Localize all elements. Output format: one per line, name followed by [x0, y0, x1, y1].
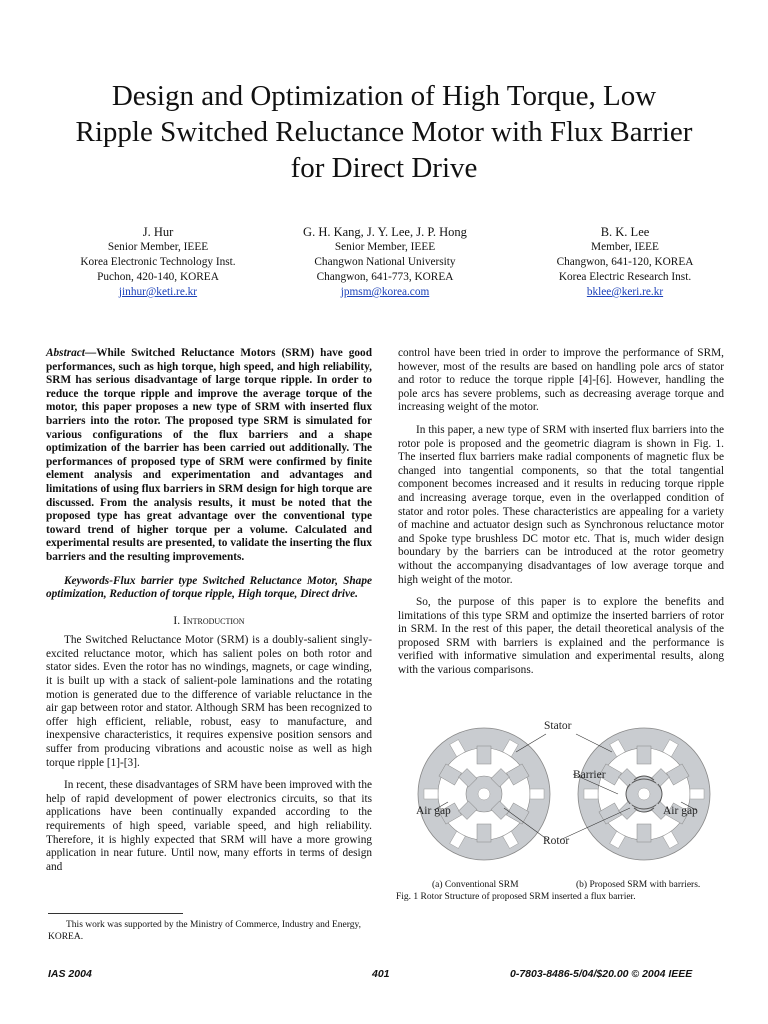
author-name: B. K. Lee [600, 225, 650, 239]
footer-conference: IAS 2004 [48, 968, 92, 980]
footnote-text: This work was supported by the Ministry of Commerce, Industry and Energy, KOREA. [48, 920, 361, 942]
author-affiliation-line: Changwon, 641-120, KOREA [556, 256, 694, 268]
footer-copyright: 0-7803-8486-5/04/$20.00 © 2004 IEEE [510, 968, 693, 980]
author-affiliation-line: Senior Member, IEEE [334, 241, 436, 253]
abstract-text: —While Switched Reluctance Motors (SRM) have good performances, such as high torque, high speed, and high reliability, SRM has serious disadvantage of large torque ripple. In order to reduce the torque ripple and improve the average torque of the motor, this paper proposes a new type of SRM with inserted flux barriers into the rotor. The proposed type SRM is simulated for various configurations of the flux barriers and a shape optimization of the barrier has been carried out additionally. The performances of proposed type of SRM were confirmed by finite element analysis and experimentation and advantages and limitations of using flux barriers in SRM design for high torque are discussed. From the analysis results, it must be noted that the proposed type has great advantage over the conventional type toward trend of higher torque per a volume. Calculated and experimental results are presented, to validate the inserting the flux barriers and the resulting improvements. [46, 347, 372, 563]
author-name: J. Hur [142, 225, 174, 239]
author-affiliation-line: Puchon, 420-140, KOREA [97, 271, 219, 283]
author-block-1 [48, 224, 268, 300]
title-line-3: for Direct Drive [290, 152, 478, 184]
footnote-divider [48, 913, 183, 914]
title-line-2: Ripple Switched Reluctance Motor with Flux Barrier [75, 116, 693, 148]
subcaption-b: (b) Proposed SRM with barriers. [576, 880, 701, 890]
figure-caption: Fig. 1 Rotor Structure of proposed SRM inserted a flux barrier. [396, 892, 636, 902]
section-heading: I. Introduction [173, 614, 245, 627]
author-block-3 [520, 224, 730, 300]
body-paragraph: So, the purpose of this paper is to explore the benefits and limitations of this type SRM and optimize the inserted barriers of rotor in SRM. In the rest of this paper, the detail theoretical analysis of the proposed SRM with barriers is explained and the performance is verified with informative simulation and experimental results, along with the various comparisons. [398, 596, 724, 677]
title-line-1: Design and Optimization of High Torque, Low [111, 80, 657, 112]
abstract-label: Abstract [46, 347, 85, 359]
label-air-gap-right: Air gap [663, 805, 698, 817]
footnote [48, 919, 368, 943]
paper-title [40, 78, 728, 186]
author-email-link[interactable]: jinhur@keti.re.kr [118, 286, 198, 298]
author-affiliation-line: Korea Electric Research Inst. [558, 271, 692, 283]
label-air-gap-left: Air gap [416, 805, 451, 817]
body-paragraph: In recent, these disadvantages of SRM have been improved with the help of rapid development of power electronics circuits, so that its applications have been continually expanded according to the requirements of high speed, variable speed, and high reliability. Therefore, it is highly expected that SRM will have a more growing application in near future. Until now, many efforts in terms of design and [46, 779, 372, 873]
author-affiliation-line: Member, IEEE [591, 241, 659, 253]
author-email-link[interactable]: jpmsm@korea.com [340, 286, 430, 298]
subcaption-a: (a) Conventional SRM [432, 880, 519, 890]
left-column [46, 347, 372, 874]
footer-page-number: 401 [372, 968, 390, 980]
author-affiliation-line: Korea Electronic Technology Inst. [80, 256, 236, 268]
right-column [398, 347, 724, 678]
author-name: G. H. Kang, J. Y. Lee, J. P. Hong [303, 225, 467, 239]
author-affiliation-line: Changwon, 641-773, KOREA [316, 271, 454, 283]
figure-1 [398, 712, 724, 880]
author-email-link[interactable]: bklee@keri.re.kr [586, 286, 664, 298]
abstract [46, 347, 372, 565]
author-block-2 [270, 224, 500, 300]
proposed-srm [578, 728, 710, 860]
conventional-srm [418, 728, 550, 860]
keywords: Keywords-Flux barrier type Switched Reluctance Motor, Shape optimization, Reduction of torque ripple, High torque, Direct drive. [46, 574, 372, 601]
label-barrier: Barrier [573, 769, 606, 781]
body-paragraph: In this paper, a new type of SRM with inserted flux barriers into the rotor pole is proposed and the geometric diagram is shown in Fig. 1. The inserted flux barriers make radial components of magnetic flux be changed into tangential components, so that the total tangential component becomes increased and it results in reducing torque ripple and increasing average torque, even in the overlapped condition of stator and rotor poles. These characteristics are appealing for a variety of machine and actuator design such as Synchronous reluctance motor and Spoke type brushless DC motor etc. That is, much wider design boundary by the barriers can be introduced at the rotor geometry without the accompanying disadvantages of low average torque and high weight of the motor. [398, 423, 724, 586]
body-paragraph: control have been tried in order to improve the performance of SRM, however, most of the results are based on handling pole arcs of stator and rotor to reduce the torque ripple [4]-[6]. However, handling the pole arcs has severe problems, such as decreasing average torque and increasing weight of the motor. [398, 347, 724, 414]
body-paragraph: The Switched Reluctance Motor (SRM) is a doubly-salient singly-excited reluctance motor, which has salient poles on both rotor and stator sides. Even the rotor has no windings, magnets, or cage winding, it is built up with a stack of salient-pole laminations and the rotating motion is generated due to the difference of variable reluctance in the air gap between rotor and stator. Although SRM has been recognized to offer high efficient, reliable, robust, easy to manufacture, and inexpensive characteristics, it requires expensive position sensors and suffer from producing vibrations and acoustic noise as well as high torque ripple [1]-[3]. [46, 634, 372, 769]
srm-diagram [398, 712, 724, 880]
label-stator: Stator [544, 720, 572, 732]
label-rotor: Rotor [543, 835, 570, 847]
author-affiliation-line: Changwon National University [314, 256, 456, 268]
author-affiliation-line: Senior Member, IEEE [107, 241, 209, 253]
